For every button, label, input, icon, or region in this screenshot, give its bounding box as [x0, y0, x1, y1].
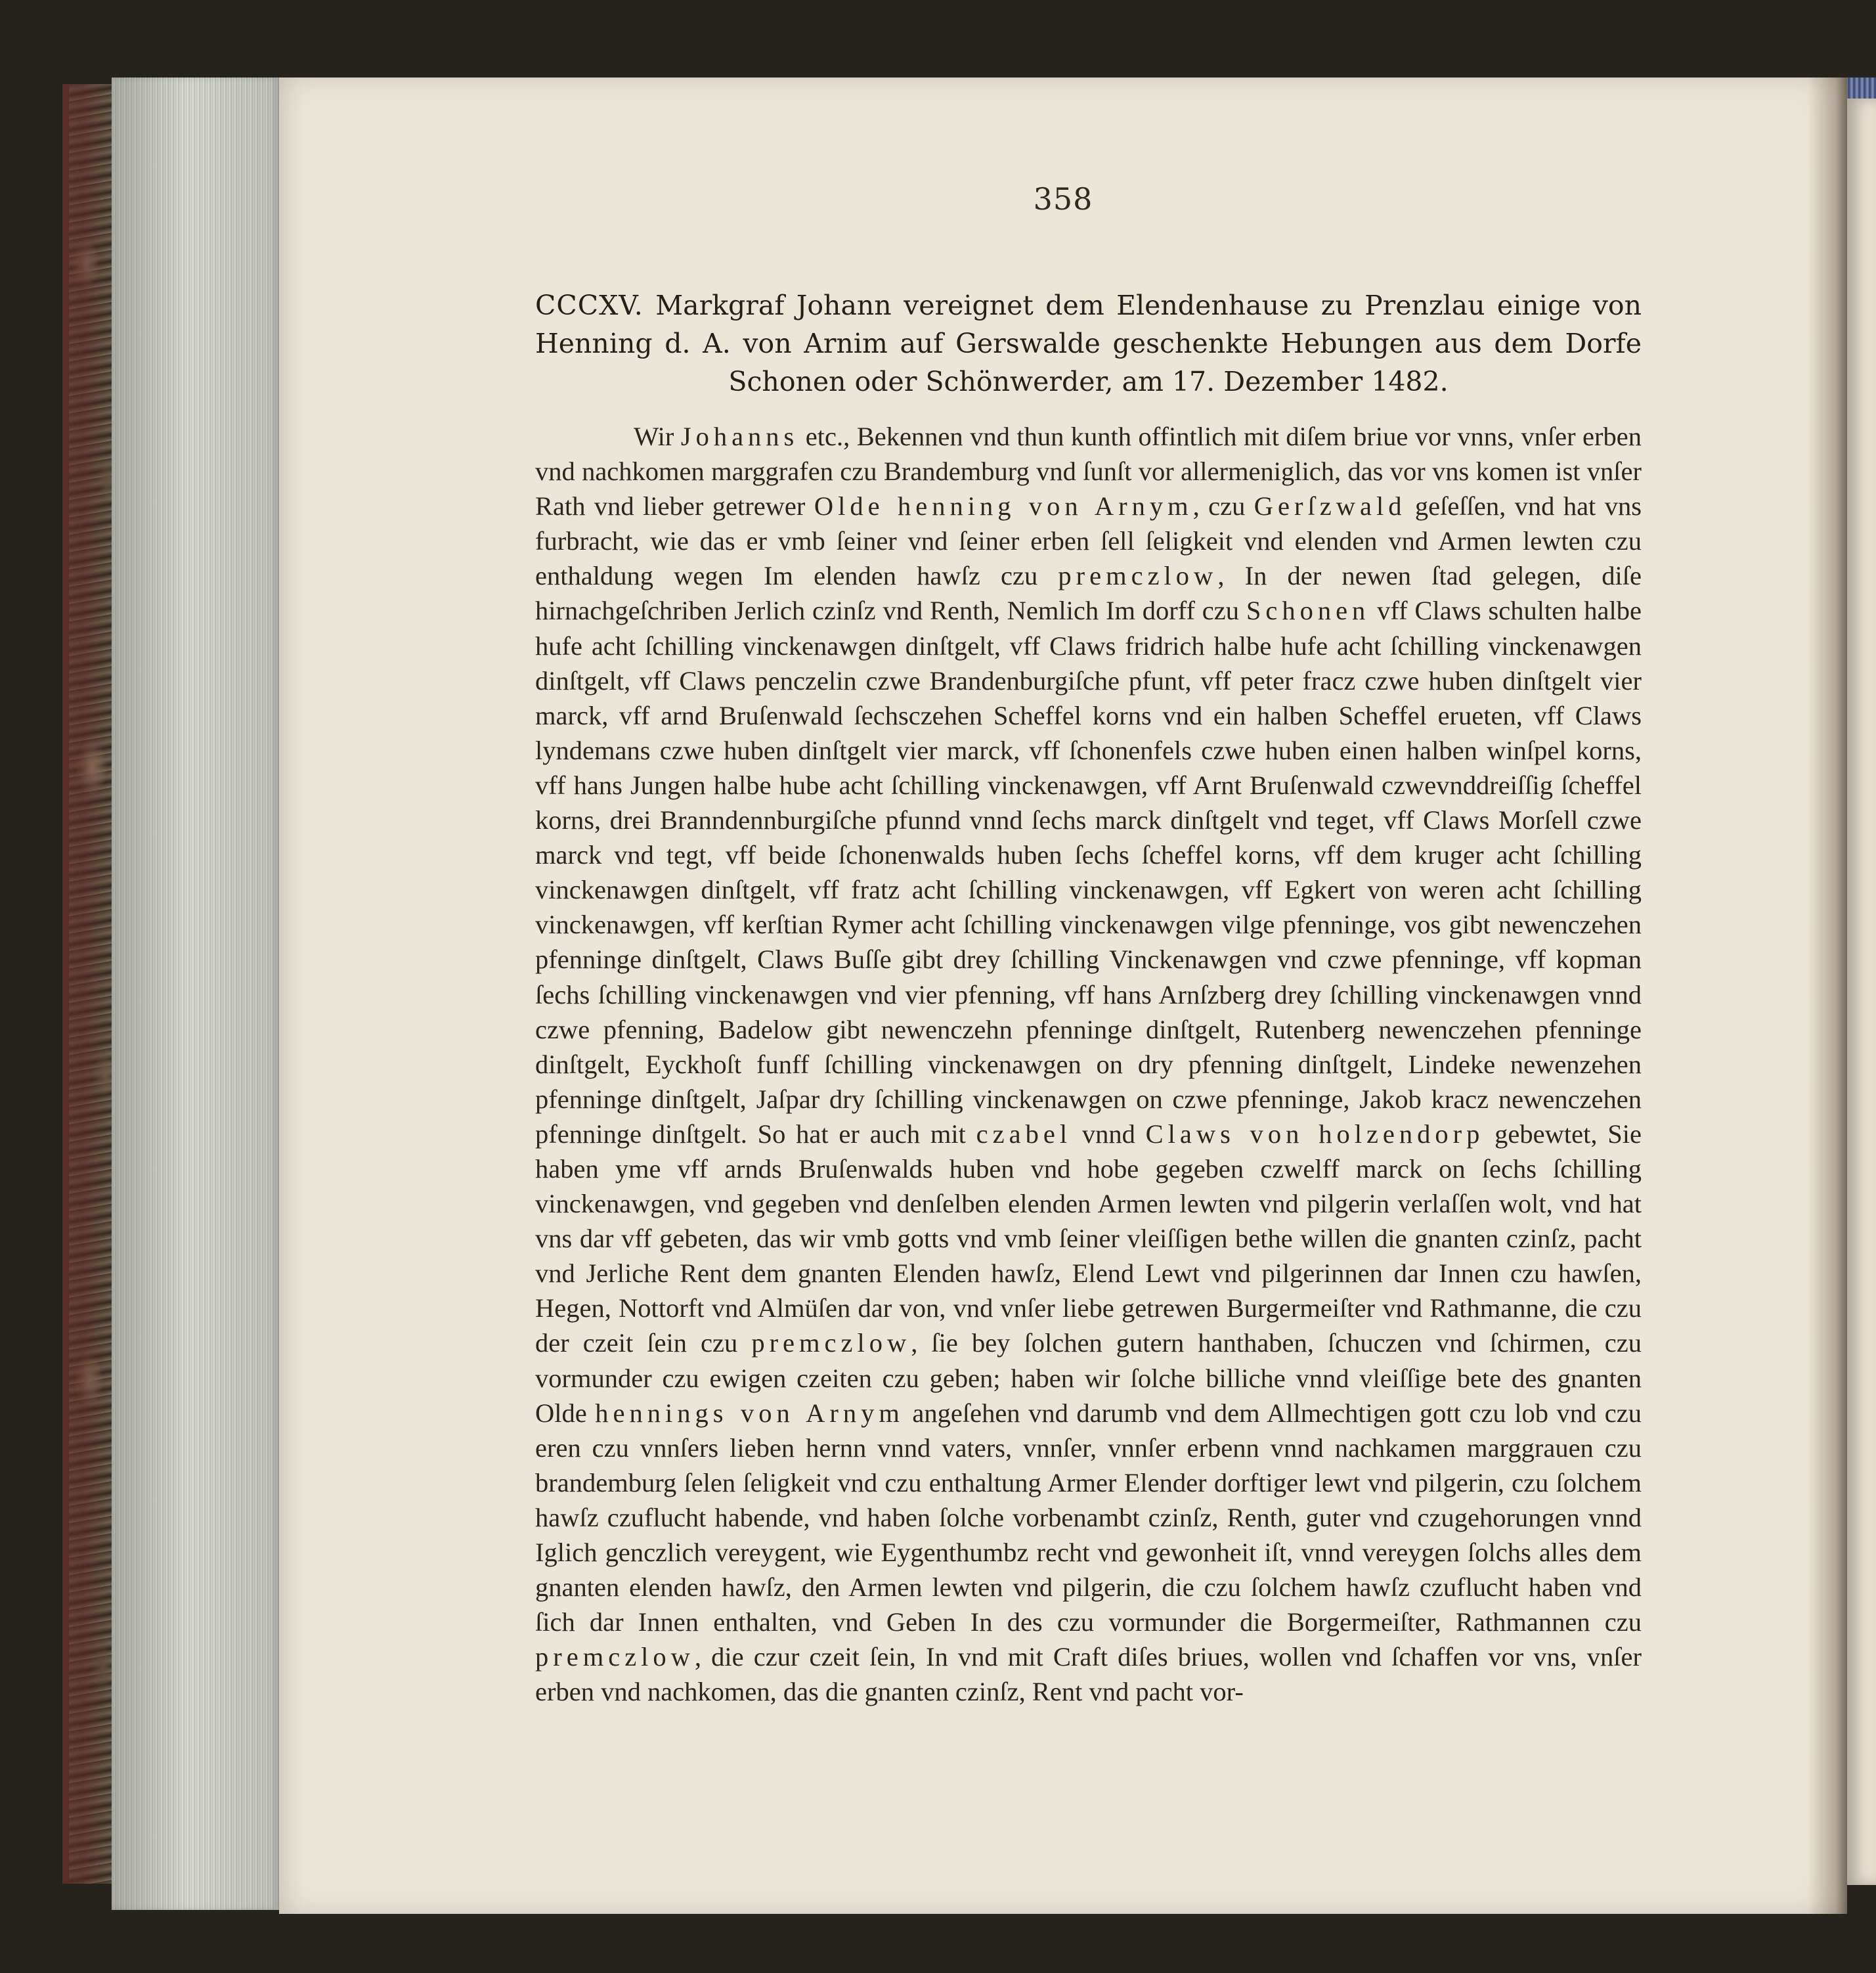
spaced-name: premczlow: [535, 1642, 695, 1672]
body-text: etc., Bekennen vnd thun kunth offintlich mit diſem briue vor vnns, vnſer erben vnd nachkomen marggrafen czu Brandemburg vnd ſunſt vor allermeniglich, das vor vns komen ist vnſer Rath vnd lieber getrewer: [535, 422, 1642, 521]
body-text: , czu: [1192, 491, 1254, 521]
spaced-name: Schonen: [1246, 596, 1370, 626]
heading-number: CCCXV.: [535, 290, 644, 321]
leather-spine: [62, 84, 112, 1884]
document-heading: [535, 286, 1642, 401]
book-page: [279, 78, 1847, 1914]
body-text: geſeſſen, vnd hat vns furbracht, wie das er vmb ſeiner vnd ſeiner erben ſell ſeligkeit vnd elenden vnd Armen lewten czu enthaldung wegen Im elenden hawſz czu: [535, 491, 1642, 591]
body-text: vff Claws schulten halbe hufe acht ſchilling vinckenawgen dinſtgelt, vff Claws fridrich halbe hufe acht ſchilling vinckenawgen dinſtgelt, vff Claws penczelin czwe Brandenburgiſche pfunt, vff peter fracz czwe huben dinſtgelt vier marck, vff arnd Bruſenwald ſechsczehen Scheffel korns vnd ein halben Scheffel erueten, vff Claws lyndemans czwe huben dinſtgelt vier marck, vff ſchonenfels czwe huben einen halben winſpel korns, vff hans Jungen halbe hube acht ſchilling vinckenawgen, vff Arnt Bruſenwald czwevnddreiſſig ſcheffel korns, drei Branndennburgiſche pfunnd vnnd ſechs marck dinſtgelt vnd teget, vff Claws Morſell czwe marck vnd tegt, vff beide ſchonenwalds huben ſechs ſcheffel korns, vff dem kruger acht ſchilling vinckenawgen dinſtgelt, vff fratz acht ſchilling vinckenawgen, vff Egkert von weren acht ſchilling vinckenawgen, vff kerſtian Rymer acht ſchilling vinckenawgen vilge pfenninge, vos gibt newenczehen pfenninge dinſtgelt, Claws Buſſe gibt drey ſchilling Vinckenawgen vnd czwe pfenninge, vff kopman ſechs ſchilling vinckenawgen vnd vier pfenning, vff hans Arnſzberg drey ſchilling vinckenawgen vnnd czwe pfenning, Badelow gibt newenczehn pfenninge dinſtgelt, Rutenberg newenczehen pfenninge dinſtgelt, Eyckhoſt funff ſchilling vinckenawgen on dry pfenning dinſtgelt, Lindeke newenzehen pfenninge dinſtgelt, Jaſpar dry ſchilling vinckenawgen on czwe pfenninge, Jakob kracz newenczehen pfenninge dinſtgelt. So hat er auch mit: [535, 596, 1642, 1149]
body-paragraph: [535, 419, 1642, 1709]
spaced-name: Claws von holzendorp: [1145, 1119, 1485, 1149]
body-text: , In der newen ſtad gelegen, diſe hirnachgeſchriben Jerlich czinſz vnd Renth, Nemlich Im dorff czu: [535, 561, 1642, 626]
spaced-name: Johanns: [680, 422, 799, 451]
document-body: [535, 419, 1642, 1709]
body-text: vnnd: [1072, 1119, 1146, 1149]
spaced-name: Gerſzwald: [1254, 491, 1407, 521]
spaced-name: hennings von Arnym: [595, 1398, 904, 1428]
spaced-name: czabel: [976, 1119, 1072, 1149]
heading-text: Markgraf Johann vereignet dem Elendenhause zu Prenzlau einige von Henning d. A. von Arnim auf Gerswalde geschenkte Hebungen aus dem Dorfe Schonen oder Schönwerder, am 17. Dezember 1482.: [535, 290, 1642, 397]
page-gutter-shadow: [1808, 78, 1847, 1914]
page-number: 358: [1033, 181, 1093, 217]
body-text: angeſehen vnd darumb vnd dem Allmechtigen gott czu lob vnd czu eren czu vnnſers lieben hernn vnnd vaters, vnnſer, vnnſer erbenn vnnd nachkamen marggrauen czu brandemburg ſelen ſeligkeit vnd czu enthaltung Armer Elender dorftiger lewt vnd pilgerin, czu ſolchem hawſz czuflucht habende, vnd haben ſolche vorbenambt czinſz, Renth, guter vnd czugehorungen vnnd Iglich genczlich vereygent, wie Eygenthumbz recht vnd gewonheit iſt, vnnd vereygen ſolchs alles dem gnanten elenden hawſz, den Armen lewten vnd pilgerin, die czu ſolchem hawſz czuflucht haben vnd ſich dar Innen enthalten, vnd Geben In des czu vormunder die Borgermeiſter, Rathmannen czu: [535, 1398, 1642, 1637]
body-text: , ſie bey ſolchen gutern hanthaben, ſchuczen vnd ſchirmen, czu vormunder czu ewigen czeiten czu geben; haben wir ſolche billiche vnnd vleiſſige bete des gnanten Olde: [535, 1328, 1642, 1428]
spaced-name: Olde henning von Arnym: [814, 491, 1193, 521]
facing-page: [1847, 99, 1876, 1885]
body-text: Wir: [634, 422, 681, 451]
spaced-name: premczlow: [1058, 561, 1218, 591]
body-text: gebewtet, Sie haben yme vff arnds Bruſenwalds huben vnd hobe gegeben czwelff marck on ſechs ſchilling vinckenawgen, vnd gegeben vnd denſelben elenden Armen lewten vnd pilgerin verlaſſen wolt, vnd hat vns dar vff gebeten, das wir vmb gotts vnd vmb ſeiner vleiſſigen bethe willen die gnanten czinſz, pacht vnd Jerliche Rent dem gnanten Elenden hawſz, Elend Lewt vnd pilgerinnen dar Innen czu hawſen, Hegen, Nottorft vnd Almüſen dar von, vnd vnſer liebe getrewen Burgermeiſter vnd Rathmanne, die czu der czeit ſein czu: [535, 1119, 1642, 1358]
page-edge-shadow: [112, 78, 279, 1910]
spaced-name: premczlow: [751, 1328, 911, 1358]
body-text: , die czur czeit ſein, In vnd mit Craft diſes briues, wollen vnd ſchaffen vor vns, vnſer erben vnd nachkomen, das die gnanten czinſz, Rent vnd pacht vor-: [535, 1642, 1642, 1707]
